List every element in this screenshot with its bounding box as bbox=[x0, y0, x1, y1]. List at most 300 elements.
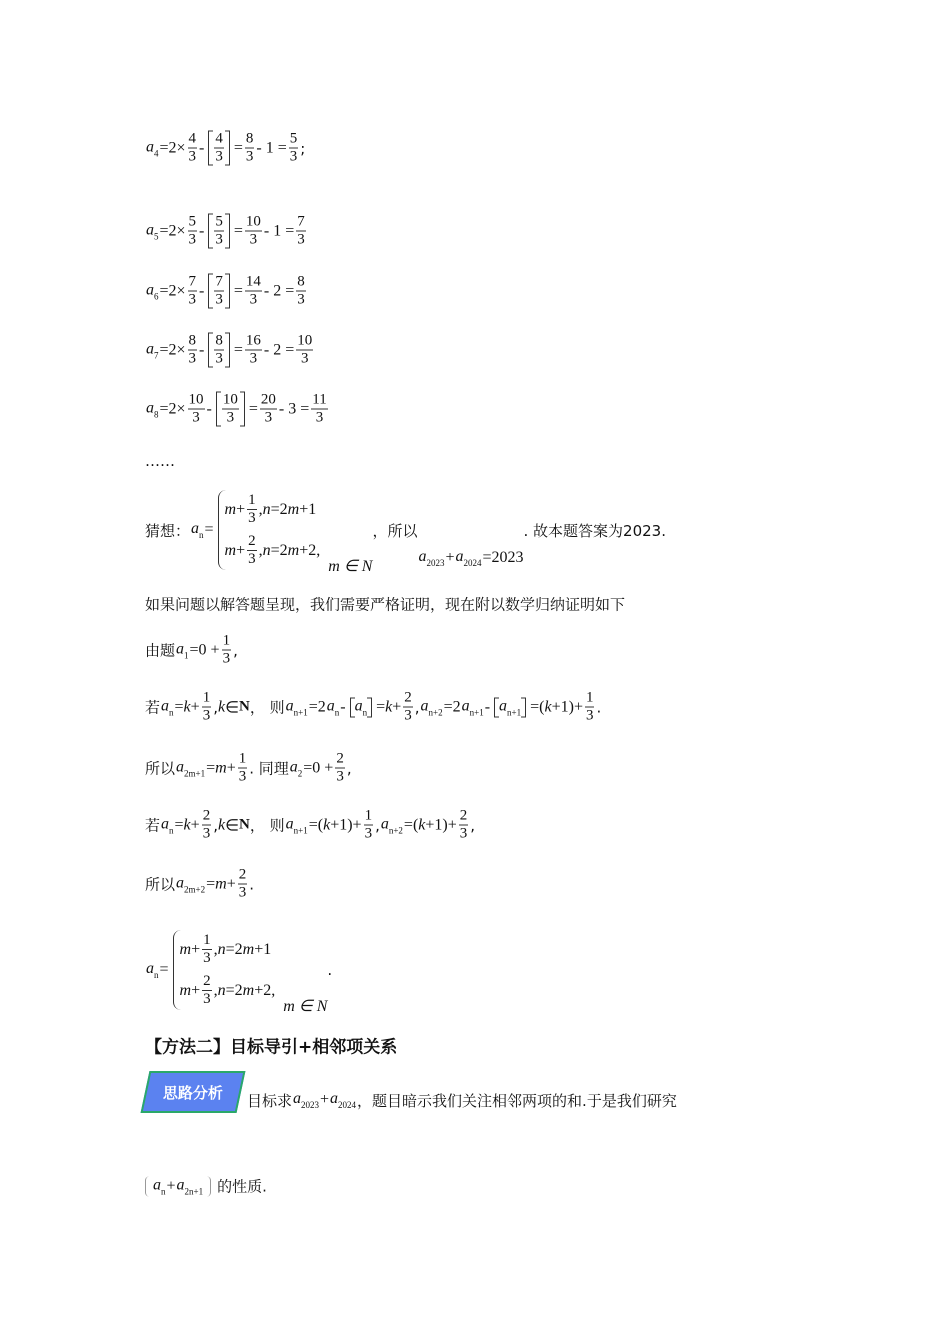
floor-bracket bbox=[208, 214, 230, 249]
math-operator: +1)+ bbox=[551, 698, 583, 715]
subscript: 8 bbox=[154, 409, 159, 419]
math-operator: = bbox=[174, 698, 184, 715]
proof-intro bbox=[145, 594, 625, 615]
math-operator: = bbox=[376, 698, 386, 715]
math-variable: $a_n$ bbox=[326, 697, 340, 717]
text: , bbox=[470, 816, 476, 834]
numerator: 1 bbox=[248, 492, 256, 508]
math-operator: - 2 = bbox=[263, 282, 295, 299]
numerator: 2 bbox=[336, 750, 344, 767]
math-variable: $a_2$ bbox=[289, 758, 303, 778]
math-operator: =2 bbox=[443, 698, 461, 715]
math-operator: + bbox=[166, 1177, 176, 1194]
numerator: 2 bbox=[404, 689, 412, 706]
math-operator: =2× bbox=[159, 341, 186, 358]
math-italic: k bbox=[183, 816, 191, 833]
fraction bbox=[188, 392, 205, 427]
math-operator: =2× bbox=[159, 282, 186, 299]
subscript: 5 bbox=[154, 231, 159, 241]
math-operator: +2, bbox=[254, 981, 276, 999]
math-variable: $a_{n+1}$ bbox=[499, 697, 522, 717]
math-variable: $a_{2024}$ bbox=[455, 548, 482, 568]
text: . 故本题答案为2023. bbox=[523, 521, 666, 540]
math-operator: - bbox=[199, 282, 205, 299]
text: …… bbox=[145, 452, 175, 470]
badge-label: 思路分析 bbox=[162, 1083, 223, 1102]
fraction bbox=[247, 492, 257, 527]
text: , bbox=[233, 641, 238, 659]
fraction bbox=[222, 392, 239, 427]
math-operator: =( bbox=[530, 698, 545, 715]
math-operator: +1)+ bbox=[330, 816, 362, 833]
case-row bbox=[225, 492, 321, 527]
set-braces bbox=[145, 1176, 211, 1196]
text: ， 则 bbox=[249, 816, 285, 835]
math-variable: $a_8$ bbox=[146, 399, 159, 419]
numerator: 1 bbox=[202, 689, 211, 706]
math-operator: = bbox=[248, 400, 258, 417]
fraction bbox=[214, 131, 224, 166]
numerator: 10 bbox=[245, 213, 261, 230]
subscript: n+2 bbox=[428, 707, 443, 717]
math-italic: m bbox=[287, 500, 300, 518]
math-operator: - bbox=[199, 341, 205, 358]
fraction bbox=[403, 690, 413, 725]
math-variable: $a_{2m+2}$ bbox=[176, 874, 206, 894]
subscript: 2n+1 bbox=[184, 1186, 204, 1196]
math-variable: $a_n$ bbox=[191, 520, 204, 540]
equation-a5 bbox=[145, 214, 308, 249]
math-operator: =2× bbox=[159, 400, 186, 417]
denominator: 3 bbox=[249, 350, 258, 367]
subscript: n bbox=[154, 970, 159, 980]
math-italic: m bbox=[242, 981, 255, 999]
numerator: 8 bbox=[297, 273, 305, 290]
subscript: n+1 bbox=[507, 707, 522, 717]
math-operator: - bbox=[484, 698, 491, 715]
lowered-expression bbox=[417, 548, 523, 568]
denominator: 3 bbox=[264, 409, 273, 426]
numerator: 2 bbox=[459, 807, 468, 824]
math-variable: $a_{2m+1}$ bbox=[176, 758, 206, 778]
numerator: 16 bbox=[245, 332, 261, 349]
denominator: 3 bbox=[238, 768, 247, 785]
math-operator: +1)+ bbox=[425, 816, 457, 833]
math-variable: $a_{2n+1}$ bbox=[176, 1176, 204, 1196]
math-operator: - bbox=[206, 400, 212, 417]
numerator: 5 bbox=[188, 213, 197, 230]
fraction bbox=[311, 392, 327, 427]
numerator: 8 bbox=[245, 130, 254, 147]
numerator: 8 bbox=[215, 332, 223, 349]
subscript: n bbox=[334, 707, 340, 717]
denominator: 3 bbox=[245, 148, 254, 165]
math-italic: m bbox=[215, 875, 227, 892]
math-italic: m bbox=[224, 541, 237, 559]
text: , bbox=[346, 759, 352, 777]
floor-bracket bbox=[208, 274, 230, 309]
result-even bbox=[145, 867, 254, 902]
numerator: 4 bbox=[188, 130, 197, 147]
numerator: 2 bbox=[202, 807, 211, 824]
equation-a8 bbox=[145, 392, 330, 427]
math-operator: ∈ bbox=[225, 817, 240, 834]
equation-a4 bbox=[145, 131, 305, 166]
fraction bbox=[238, 867, 248, 902]
math-variable: $a_1$ bbox=[176, 640, 189, 660]
numerator: 2 bbox=[238, 866, 247, 883]
math-operator: =2023 bbox=[482, 549, 524, 566]
math-italic: n bbox=[262, 541, 271, 559]
fraction bbox=[202, 690, 212, 725]
math-variable: $a_n$ bbox=[153, 1176, 166, 1196]
denominator: 3 bbox=[188, 148, 197, 165]
text: . bbox=[596, 698, 602, 716]
math-operator: + bbox=[320, 1091, 330, 1108]
math-italic: m bbox=[179, 981, 192, 999]
math-set-N: N bbox=[239, 698, 250, 715]
math-operator: + bbox=[236, 500, 246, 518]
case-row bbox=[180, 973, 276, 1008]
analysis-paragraph bbox=[145, 1079, 677, 1121]
fraction bbox=[247, 533, 257, 568]
math-operator: +1 bbox=[254, 940, 272, 958]
math-operator: + bbox=[236, 541, 246, 559]
math-variable: $a_{2023}$ bbox=[293, 1090, 320, 1110]
equation-a6 bbox=[145, 274, 308, 309]
numerator: 11 bbox=[312, 391, 327, 408]
text: . bbox=[249, 875, 254, 893]
floor-bracket bbox=[350, 697, 373, 717]
math-variable: $a_{2023}$ bbox=[418, 548, 445, 568]
math-operator: = bbox=[233, 222, 243, 239]
math-italic: m bbox=[287, 541, 300, 559]
math-operator: = bbox=[233, 139, 243, 156]
numerator: 7 bbox=[188, 273, 197, 290]
text: 所以 bbox=[145, 875, 176, 894]
math-operator: = bbox=[174, 816, 184, 833]
math-variable: $a_{2024}$ bbox=[330, 1090, 357, 1110]
text: 由题 bbox=[145, 641, 176, 660]
fraction bbox=[296, 333, 313, 368]
math-operator: =2 bbox=[225, 940, 243, 958]
numerator: 7 bbox=[297, 213, 305, 230]
math-operator: , bbox=[213, 940, 218, 958]
fraction bbox=[188, 131, 198, 166]
fraction bbox=[296, 274, 306, 309]
denominator: 3 bbox=[585, 707, 594, 724]
numerator: 5 bbox=[289, 130, 298, 147]
induction-step-1 bbox=[145, 690, 601, 725]
text: 若 bbox=[145, 816, 161, 835]
fraction bbox=[289, 131, 299, 166]
subscript: n bbox=[362, 707, 368, 717]
fraction bbox=[245, 131, 255, 166]
conjecture bbox=[145, 490, 666, 575]
denominator: 3 bbox=[222, 650, 231, 667]
denominator: 3 bbox=[203, 991, 211, 1007]
denominator: 3 bbox=[297, 231, 305, 248]
math-italic: k bbox=[385, 698, 393, 715]
math-operator: +1 bbox=[299, 500, 317, 518]
math-operator: = bbox=[233, 341, 243, 358]
text: 目标求 bbox=[247, 1091, 293, 1110]
text: ，所以 bbox=[372, 521, 418, 540]
final-formula bbox=[145, 930, 333, 1015]
math-operator: - 1 = bbox=[263, 222, 295, 239]
piecewise-cases bbox=[218, 490, 321, 570]
math-variable: $a_5$ bbox=[146, 221, 159, 241]
subscript: n+1 bbox=[293, 825, 308, 835]
math-operator: =0 + bbox=[303, 759, 334, 776]
math-operator: - 3 = bbox=[278, 400, 310, 417]
subscript: 2024 bbox=[463, 558, 482, 568]
fraction bbox=[245, 214, 262, 249]
math-operator: , bbox=[258, 541, 263, 559]
subscript: n bbox=[169, 707, 174, 717]
numerator: 8 bbox=[188, 332, 197, 349]
subscript: 7 bbox=[154, 350, 159, 360]
floor-bracket bbox=[208, 333, 230, 368]
case-row bbox=[225, 533, 321, 568]
math-operator: =( bbox=[403, 816, 419, 833]
subscript: 2m+2 bbox=[184, 884, 206, 894]
text: 猜想： bbox=[145, 521, 191, 540]
math-operator: =2× bbox=[159, 139, 186, 156]
math-italic: k bbox=[323, 816, 331, 833]
math-operator: =( bbox=[308, 816, 324, 833]
subscript: 2m+1 bbox=[184, 768, 206, 778]
math-operator: =0 + bbox=[189, 641, 220, 658]
denominator: 3 bbox=[203, 950, 211, 966]
numerator: 4 bbox=[215, 130, 223, 147]
ellipsis bbox=[145, 452, 175, 470]
fraction bbox=[214, 214, 224, 249]
math-italic: n bbox=[217, 940, 226, 958]
numerator: 7 bbox=[215, 273, 223, 290]
base-case bbox=[145, 633, 238, 668]
denominator: 3 bbox=[188, 291, 197, 308]
numerator: 10 bbox=[222, 391, 238, 408]
numerator: 2 bbox=[248, 533, 256, 549]
math-italic: m bbox=[179, 940, 192, 958]
text: , bbox=[375, 816, 380, 834]
denominator: 3 bbox=[336, 768, 344, 785]
numerator: 1 bbox=[203, 932, 211, 948]
subscript: n+1 bbox=[293, 707, 308, 717]
fraction bbox=[188, 214, 198, 249]
piecewise-cases bbox=[173, 930, 276, 1010]
case-condition: m ∈ N bbox=[328, 558, 373, 575]
fraction bbox=[214, 333, 224, 368]
induction-step-2 bbox=[145, 808, 475, 843]
fraction bbox=[202, 808, 212, 843]
fraction bbox=[202, 932, 212, 967]
math-operator: + bbox=[226, 759, 236, 776]
math-italic: k bbox=[418, 816, 426, 833]
numerator: 2 bbox=[203, 973, 211, 989]
numerator: 1 bbox=[222, 632, 231, 649]
fraction bbox=[245, 274, 262, 309]
math-operator: - bbox=[340, 698, 346, 715]
fraction bbox=[260, 392, 277, 427]
text: ，题目暗示我们关注相邻两项的和.于是我们研究 bbox=[357, 1091, 677, 1110]
denominator: 3 bbox=[215, 148, 223, 165]
math-operator: , bbox=[213, 981, 218, 999]
analysis-badge bbox=[141, 1071, 246, 1113]
denominator: 3 bbox=[238, 884, 247, 901]
denominator: 3 bbox=[226, 409, 235, 426]
denominator: 3 bbox=[297, 291, 305, 308]
text: 的性质. bbox=[217, 1177, 267, 1196]
fraction bbox=[245, 333, 262, 368]
subscript: 6 bbox=[154, 291, 159, 301]
subscript: 2 bbox=[297, 768, 303, 778]
text: , bbox=[414, 698, 420, 716]
math-italic: k bbox=[217, 698, 226, 715]
denominator: 3 bbox=[215, 350, 223, 367]
math-operator: =2× bbox=[159, 222, 186, 239]
math-operator: = bbox=[233, 282, 243, 299]
denominator: 3 bbox=[301, 350, 309, 367]
math-italic: k bbox=[183, 698, 191, 715]
math-variable: $a_7$ bbox=[146, 340, 159, 360]
floor-bracket bbox=[208, 131, 230, 166]
denominator: 3 bbox=[202, 707, 211, 724]
subscript: 4 bbox=[154, 148, 159, 158]
section-heading-text: 【方法二】目标导引+相邻项关系 bbox=[145, 1037, 398, 1058]
math-operator: + bbox=[445, 549, 455, 566]
text: . bbox=[327, 961, 333, 979]
section-heading bbox=[145, 1033, 397, 1058]
fraction bbox=[188, 333, 198, 368]
math-italic: n bbox=[217, 981, 226, 999]
math-operator: + bbox=[191, 940, 201, 958]
case-row bbox=[180, 932, 276, 967]
numerator: 20 bbox=[260, 391, 276, 408]
math-operator: + bbox=[190, 698, 200, 715]
fraction bbox=[188, 274, 198, 309]
math-operator: , bbox=[258, 500, 263, 518]
fraction bbox=[459, 808, 469, 843]
math-operator: = bbox=[204, 521, 214, 538]
math-operator: = bbox=[206, 875, 216, 892]
denominator: 3 bbox=[215, 231, 223, 248]
math-variable: $a_n$ bbox=[161, 697, 174, 717]
subscript: n+1 bbox=[469, 707, 484, 717]
subscript: n bbox=[199, 530, 204, 540]
math-operator: - 2 = bbox=[263, 341, 295, 358]
fraction bbox=[585, 690, 595, 725]
math-operator: ∈ bbox=[225, 699, 240, 716]
result-odd bbox=[145, 751, 352, 786]
math-italic: n bbox=[262, 500, 271, 518]
math-variable: $a_{n+2}$ bbox=[420, 697, 443, 717]
numerator: 5 bbox=[215, 213, 223, 230]
subscript: 1 bbox=[184, 650, 189, 660]
math-variable: $a_{n+1}$ bbox=[461, 697, 484, 717]
analysis-continuation bbox=[145, 1176, 267, 1197]
denominator: 3 bbox=[248, 551, 256, 567]
subscript: 2024 bbox=[338, 1100, 357, 1110]
numerator: 14 bbox=[245, 273, 261, 290]
math-variable: $a_{n+1}$ bbox=[285, 815, 308, 835]
math-set-N: N bbox=[239, 816, 250, 833]
math-operator: =2 bbox=[270, 500, 288, 518]
floor-bracket bbox=[494, 697, 526, 717]
math-variable: $a_{n+1}$ bbox=[285, 697, 308, 717]
numerator: 1 bbox=[585, 689, 594, 706]
math-variable: $a_6$ bbox=[146, 281, 159, 301]
math-operator: + bbox=[392, 698, 402, 715]
math-italic: m bbox=[215, 759, 227, 776]
denominator: 3 bbox=[315, 409, 324, 426]
text: , bbox=[213, 816, 218, 834]
text: ， 则 bbox=[249, 698, 285, 717]
fraction bbox=[238, 751, 248, 786]
denominator: 3 bbox=[202, 825, 211, 842]
numerator: 10 bbox=[188, 391, 204, 408]
fraction bbox=[214, 274, 224, 309]
denominator: 3 bbox=[289, 148, 298, 165]
subscript: 2023 bbox=[301, 1100, 320, 1110]
fraction bbox=[296, 214, 306, 249]
denominator: 3 bbox=[248, 510, 256, 526]
math-variable: $a_n$ bbox=[161, 815, 174, 835]
denominator: 3 bbox=[459, 825, 468, 842]
math-variable: $a_{n+2}$ bbox=[380, 815, 403, 835]
text: ; bbox=[300, 139, 306, 157]
denominator: 3 bbox=[404, 707, 412, 724]
math-operator: - 1 = bbox=[256, 139, 287, 156]
fraction bbox=[202, 973, 212, 1008]
subscript: n bbox=[169, 825, 174, 835]
math-italic: m bbox=[242, 940, 255, 958]
math-operator: = bbox=[159, 961, 169, 978]
math-operator: = bbox=[206, 759, 216, 776]
denominator: 3 bbox=[188, 231, 197, 248]
denominator: 3 bbox=[364, 825, 373, 842]
denominator: 3 bbox=[249, 231, 258, 248]
text: 如果问题以解答题呈现，我们需要严格证明，现在附以数学归纳证明如下 bbox=[145, 595, 626, 614]
subscript: 2023 bbox=[426, 558, 445, 568]
math-variable: $a_n$ bbox=[146, 960, 159, 980]
math-variable: $a_4$ bbox=[146, 138, 159, 158]
math-operator: =2 bbox=[308, 698, 326, 715]
math-operator: + bbox=[191, 981, 201, 999]
case-condition: m ∈ N bbox=[283, 998, 328, 1015]
fraction bbox=[364, 808, 374, 843]
text: 若 bbox=[145, 698, 161, 717]
math-operator: +2, bbox=[299, 541, 321, 559]
math-variable: $a_n$ bbox=[354, 697, 368, 717]
denominator: 3 bbox=[188, 350, 197, 367]
fraction bbox=[222, 633, 232, 668]
math-operator: =2 bbox=[225, 981, 243, 999]
text: , bbox=[213, 698, 218, 716]
text: 所以 bbox=[145, 759, 176, 778]
floor-bracket bbox=[216, 392, 245, 427]
numerator: 10 bbox=[297, 332, 313, 349]
fraction bbox=[335, 751, 345, 786]
math-operator: + bbox=[226, 875, 236, 892]
math-operator: =2 bbox=[270, 541, 288, 559]
math-italic: k bbox=[544, 698, 552, 715]
math-italic: k bbox=[217, 816, 226, 833]
math-operator: + bbox=[190, 816, 200, 833]
denominator: 3 bbox=[192, 409, 200, 426]
text: . 同理 bbox=[249, 759, 289, 778]
